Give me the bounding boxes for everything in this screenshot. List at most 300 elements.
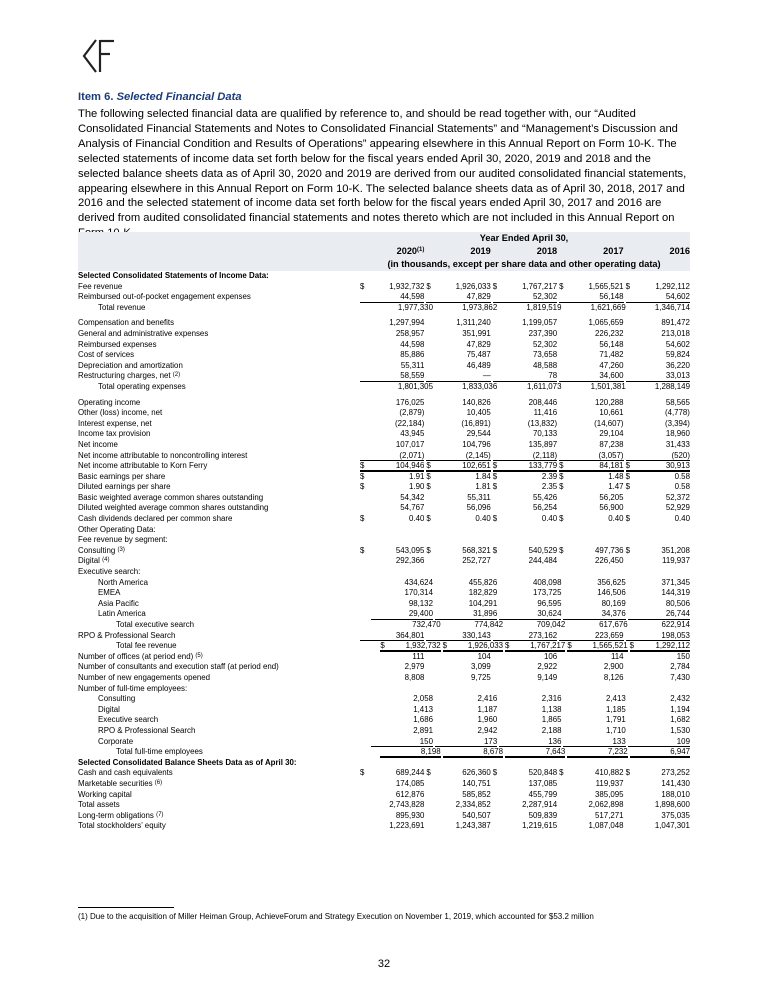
value-cell-2019: 47,829 — [466, 339, 491, 349]
value-cell-2017: 1,710 — [605, 725, 626, 735]
value-cell-2017: 114 — [610, 651, 624, 661]
value-cell-2018: 106 — [544, 651, 558, 661]
value-cell-2016: 2,784 — [670, 662, 690, 672]
table-row — [78, 340, 690, 351]
row-label: Net income attributable to noncontrolling interest — [78, 450, 248, 460]
value-cell-2016: 54,602 — [665, 339, 690, 349]
value-cell-2017: 2,062,898 — [588, 800, 624, 810]
table-row — [78, 482, 690, 493]
table-row — [78, 371, 690, 382]
value-cell-2016: 58,565 — [665, 397, 690, 407]
table-row — [78, 451, 690, 462]
row-label: Total revenue — [98, 302, 146, 312]
table-row — [78, 329, 690, 340]
value-cell-2018: (13,832) — [527, 418, 558, 428]
value-cell-2020: 258,957 — [395, 328, 425, 338]
row-label: Consulting $^{(3)}$ — [78, 545, 125, 555]
table-row — [78, 461, 690, 472]
row-label: Fee revenue — [78, 281, 123, 291]
row-label: Operating income — [78, 397, 141, 407]
value-cell-2020: 8,198 — [378, 747, 440, 758]
value-cell-2018: 9,149 — [537, 672, 558, 682]
table-row — [78, 684, 690, 695]
value-cell-2019: 47,829 — [424, 292, 490, 303]
row-label: Basic earnings per share — [78, 471, 166, 481]
value-cell-2018: 455,799 — [528, 789, 558, 799]
value-cell-2020: 364,801 — [358, 631, 424, 642]
row-label: Marketable securities $^{(6)}$ — [78, 778, 163, 788]
value-cell-2017: (14,607) — [594, 418, 624, 428]
value-cell-2017: $ 1.47 — [559, 482, 624, 492]
value-cell-2020: 895,930 — [395, 810, 425, 820]
table-row — [78, 758, 690, 769]
value-cell-2016: 1,898,600 — [654, 800, 690, 810]
table-row — [78, 408, 690, 419]
value-cell-2018: 52,302 — [533, 339, 558, 349]
table-row — [78, 620, 690, 631]
value-cell-2017: $ 1,565,521 — [567, 641, 628, 651]
value-cell-2019: 55,311 — [467, 492, 491, 502]
value-cell-2019: $ 1.84 — [426, 471, 491, 481]
value-cell-2016: 1,194 — [670, 704, 690, 714]
row-label: Digital — [98, 704, 120, 714]
row-label: Number of full-time employees: — [78, 683, 188, 693]
value-cell-2018: $ 2.39 — [492, 471, 558, 481]
value-cell-2020: 1,977,330 — [397, 302, 433, 312]
value-cell-2017: 385,095 — [595, 789, 624, 799]
value-cell-2020: $ 104,946 — [360, 461, 425, 471]
value-cell-2018: 136 — [497, 737, 561, 748]
value-cell-2016: $ 1,292,112 — [629, 641, 690, 651]
table-row — [78, 747, 690, 758]
value-cell-2020: $ 1.91 — [360, 471, 425, 481]
row-label: Basic weighted average common shares outstanding — [78, 492, 264, 502]
value-cell-2018: 1,611,073 — [526, 381, 562, 391]
footnote-1: (1) Due to the acquisition of Miller Heiman Group, AchieveForum and Strategy Execution on November 1, 2019, which accounted for $53.2 million — [78, 912, 594, 921]
value-cell-2016: $ 0.58 — [625, 482, 690, 492]
value-cell-2018: 52,302 — [491, 292, 557, 303]
page-number: 32 — [377, 958, 391, 970]
value-cell-2019: 351,991 — [462, 328, 491, 338]
value-cell-2018: 56,254 — [533, 503, 558, 513]
value-cell-2017: 87,238 — [599, 439, 624, 449]
value-cell-2020: $ 1,932,732 — [380, 641, 441, 651]
value-cell-2017: 2,413 — [605, 694, 626, 704]
value-cell-2016: 213,018 — [661, 328, 690, 338]
row-label: Cost of services — [78, 350, 135, 360]
row-label: Selected Consolidated Balance Sheets Data as of April 30: — [78, 757, 297, 767]
year-2020: 2020$^{(1)}$ — [396, 246, 425, 256]
row-label: Reimbursed out-of-pocket engagement expenses — [78, 292, 251, 302]
table-row — [78, 440, 690, 451]
row-label: Cash and cash equivalents — [78, 768, 173, 778]
value-cell-2019: 10,405 — [466, 408, 491, 418]
value-cell-2020: $ 1,932,732 — [360, 281, 425, 291]
value-cell-2016: 375,035 — [661, 810, 690, 820]
row-label: North America — [98, 577, 148, 587]
value-cell-2016: 891,472 — [661, 318, 690, 328]
value-cell-2018: $ 540,529 — [492, 545, 558, 555]
value-cell-2019: 540,507 — [462, 810, 491, 820]
value-cell-2019: 104,796 — [462, 439, 491, 449]
row-label: Working capital — [78, 789, 132, 799]
value-cell-2017: 10,661 — [599, 408, 624, 418]
row-label: Total full-time employees — [116, 747, 203, 757]
value-cell-2020: $ 0.40 — [360, 514, 425, 524]
value-cell-2018: 78 — [491, 371, 557, 382]
row-label: Interest expense, net — [78, 418, 152, 428]
value-cell-2019: 9,725 — [471, 672, 491, 682]
value-cell-2016: 2,432 — [670, 694, 690, 704]
table-row — [78, 318, 690, 329]
value-cell-2018: $ 1,767,217 — [505, 641, 566, 651]
value-cell-2019: — — [424, 371, 490, 382]
value-cell-2020: 1,686 — [413, 715, 433, 725]
value-cell-2019: 104 — [477, 651, 491, 661]
table-row — [78, 271, 690, 282]
value-cell-2020: 85,886 — [400, 350, 425, 360]
value-cell-2020: $ 1.90 — [360, 482, 425, 492]
value-cell-2017: 1,185 — [605, 704, 626, 714]
value-cell-2019: 56,096 — [466, 503, 491, 513]
value-cell-2020: 54,767 — [400, 503, 425, 513]
value-cell-2019: 1,833,036 — [462, 381, 498, 391]
value-cell-2017: 56,148 — [557, 292, 623, 303]
value-cell-2016: 31,433 — [665, 439, 690, 449]
value-cell-2017: 617,676 — [599, 620, 628, 629]
table-row — [78, 811, 690, 822]
value-cell-2016: 52,372 — [665, 492, 690, 502]
value-cell-2019: 75,487 — [466, 350, 491, 360]
value-cell-2017: 34,600 — [557, 371, 623, 382]
value-cell-2019: 31,896 — [433, 609, 497, 620]
row-label: Net income attributable to Korn Ferry — [78, 461, 208, 471]
value-cell-2019: 3,099 — [471, 662, 491, 672]
year-2019: 2019 — [470, 246, 491, 256]
value-cell-2016: 33,013 — [624, 371, 690, 382]
table-row — [78, 525, 690, 536]
value-cell-2020: 55,311 — [400, 360, 425, 370]
value-cell-2020: 44,598 — [358, 292, 424, 303]
value-cell-2016: $ 30,913 — [625, 461, 690, 471]
value-cell-2020: 150 — [369, 737, 433, 748]
table-row — [78, 641, 690, 652]
value-cell-2017: $ 1,565,521 — [559, 281, 624, 291]
value-cell-2016: 141,430 — [661, 778, 690, 788]
value-cell-2018: 30,624 — [497, 609, 561, 620]
row-label: EMEA — [98, 588, 121, 598]
value-cell-2020: (2,071) — [358, 451, 424, 462]
value-cell-2018: 55,426 — [533, 492, 558, 502]
value-cell-2019: (2,145) — [424, 451, 490, 462]
value-cell-2020: 1,297,994 — [389, 318, 425, 328]
value-cell-2017: 47,260 — [599, 360, 624, 370]
value-cell-2020: $ 689,244 — [360, 768, 425, 778]
value-cell-2019: 455,826 — [468, 577, 498, 587]
value-cell-2019: $ 626,360 — [426, 768, 491, 778]
table-row — [78, 303, 690, 314]
value-cell-2017: 226,232 — [595, 328, 624, 338]
value-cell-2017: (3,057) — [557, 451, 623, 462]
table-row — [78, 429, 690, 440]
value-cell-2020: 2,743,828 — [389, 800, 425, 810]
value-cell-2019: 104,291 — [468, 598, 498, 608]
row-label: RPO & Professional Search — [98, 725, 196, 735]
value-cell-2017: 1,621,669 — [590, 302, 626, 312]
table-row — [78, 790, 690, 801]
value-cell-2018: 709,042 — [536, 620, 566, 629]
value-cell-2017: 56,148 — [599, 339, 624, 349]
value-cell-2018: (2,118) — [491, 451, 557, 462]
value-cell-2019: $ 102,651 — [426, 461, 491, 471]
table-row — [78, 282, 690, 293]
row-label: Total assets — [78, 800, 120, 810]
value-cell-2018: $ 2.35 — [492, 482, 558, 492]
row-label: Corporate — [98, 736, 134, 746]
value-cell-2017: 119,937 — [595, 778, 624, 788]
row-label: Cash dividends declared per common share — [78, 514, 233, 524]
value-cell-2018: $ 133,779 — [492, 461, 558, 471]
value-cell-2020: 98,132 — [408, 598, 433, 608]
table-row — [78, 588, 690, 599]
value-cell-2017: $ 497,736 — [559, 545, 624, 555]
value-cell-2017: 1,087,048 — [588, 821, 624, 831]
value-cell-2017: 223,659 — [557, 631, 623, 642]
value-cell-2017: 356,625 — [597, 577, 626, 587]
value-cell-2016: 1,530 — [670, 725, 690, 735]
value-cell-2018: 273,162 — [491, 631, 557, 642]
value-cell-2020: 612,876 — [395, 789, 425, 799]
value-cell-2020: 174,085 — [395, 778, 425, 788]
value-cell-2016: 119,937 — [662, 556, 690, 566]
value-cell-2017: 80,169 — [601, 598, 626, 608]
value-cell-2020: 434,624 — [404, 577, 433, 587]
value-cell-2017: 56,205 — [599, 492, 624, 502]
table-row — [78, 726, 690, 737]
table-row — [78, 768, 690, 779]
table-row — [78, 556, 690, 567]
row-label: Other (loss) income, net — [78, 408, 163, 418]
value-cell-2016: 188,010 — [661, 789, 690, 799]
row-label: Asia Pacific — [98, 598, 139, 608]
row-label: Selected Consolidated Statements of Income Data: — [78, 271, 269, 280]
value-cell-2020: 1,801,305 — [397, 381, 433, 391]
value-cell-2016: 80,506 — [665, 598, 690, 608]
value-cell-2018: 1,138 — [541, 704, 562, 714]
selected-financial-data-table — [78, 232, 690, 832]
table-row — [78, 398, 690, 409]
value-cell-2016: (520) — [624, 451, 690, 462]
value-cell-2018: 70,133 — [533, 429, 558, 439]
value-cell-2018: $ 520,848 — [492, 768, 558, 778]
table-header-band — [78, 232, 690, 271]
table-row — [78, 493, 690, 504]
value-cell-2017: 133 — [561, 737, 625, 748]
value-cell-2018: 1,865 — [541, 715, 562, 725]
value-cell-2019: 1,311,240 — [456, 318, 491, 328]
value-cell-2016: 144,319 — [661, 588, 690, 598]
value-cell-2019: 29,544 — [466, 429, 491, 439]
section-heading — [78, 91, 242, 103]
value-cell-2018: 2,188 — [541, 725, 562, 735]
table-row — [78, 694, 690, 705]
value-cell-2017: 1,501,381 — [590, 381, 626, 391]
row-label: Reimbursed expenses — [78, 339, 157, 349]
table-body — [78, 271, 690, 832]
value-cell-2016: 1,047,301 — [654, 821, 690, 831]
value-cell-2016: 52,929 — [665, 503, 690, 513]
value-cell-2020: 292,366 — [395, 556, 425, 566]
table-row — [78, 472, 690, 483]
year-2018: 2018 — [536, 246, 558, 256]
value-cell-2018: 237,390 — [528, 328, 558, 338]
row-label: Long-term obligations $^{(7)}$ — [78, 810, 164, 820]
row-label: Net income — [78, 439, 118, 449]
value-cell-2018: 1,219,615 — [522, 821, 558, 831]
value-cell-2018: 208,446 — [528, 397, 558, 407]
table-row — [78, 609, 690, 620]
row-label: Number of consultants and execution staff (at period end) — [78, 662, 279, 672]
row-label: Other Operating Data: — [78, 524, 156, 534]
value-cell-2017: 71,482 — [599, 350, 624, 360]
value-cell-2019: $ 568,321 — [426, 545, 491, 555]
value-cell-2020: 54,342 — [400, 492, 425, 502]
value-cell-2017: 1,065,659 — [588, 318, 624, 328]
row-label: Latin America — [98, 609, 146, 619]
table-row — [78, 631, 690, 642]
value-cell-2016: 36,220 — [665, 360, 690, 370]
value-cell-2016: $ 0.40 — [625, 514, 690, 524]
value-cell-2018: 48,588 — [533, 360, 558, 370]
value-cell-2017: $ 1.48 — [559, 471, 624, 481]
table-row — [78, 715, 690, 726]
period-title: Year Ended April 30, — [479, 233, 569, 243]
value-cell-2016: 59,824 — [665, 350, 690, 360]
table-row — [78, 419, 690, 430]
value-cell-2016: $ 273,252 — [625, 768, 690, 778]
table-row — [78, 292, 690, 303]
table-row — [78, 350, 690, 361]
table-row — [78, 800, 690, 811]
year-2017: 2017 — [603, 246, 624, 256]
value-cell-2020: 111 — [412, 651, 425, 661]
row-label: Total operating expenses — [98, 381, 186, 391]
value-cell-2020: 43,945 — [400, 429, 425, 439]
value-cell-2019: 140,826 — [462, 397, 491, 407]
table-row — [78, 705, 690, 716]
value-cell-2017: 8,126 — [603, 672, 624, 682]
value-cell-2020: 107,017 — [395, 439, 425, 449]
value-cell-2018: 1,199,057 — [522, 318, 558, 328]
value-cell-2020: 2,058 — [413, 694, 433, 704]
item-title: Selected Financial Data — [116, 91, 242, 103]
value-cell-2016: 150 — [676, 651, 690, 661]
value-cell-2018: 2,922 — [537, 662, 558, 672]
value-cell-2019: 2,334,852 — [455, 800, 491, 810]
value-cell-2017: 146,506 — [597, 588, 626, 598]
value-cell-2016: 1,682 — [670, 715, 690, 725]
row-label: Depreciation and amortization — [78, 360, 183, 370]
value-cell-2019: $ 1,926,033 — [442, 641, 503, 651]
value-cell-2020: 44,598 — [400, 339, 425, 349]
value-cell-2020: 1,413 — [413, 704, 433, 714]
value-cell-2019: 2,416 — [477, 694, 498, 704]
row-label: Total fee revenue — [116, 641, 177, 651]
value-cell-2020: 170,314 — [404, 588, 433, 598]
row-label: Diluted weighted average common shares outstanding — [78, 503, 269, 513]
value-cell-2016: 18,960 — [665, 429, 690, 439]
value-cell-2017: 226,450 — [595, 556, 624, 566]
table-row — [78, 514, 690, 525]
row-label: Diluted earnings per share — [78, 482, 171, 492]
value-cell-2017: 1,791 — [605, 715, 626, 725]
value-cell-2019: 46,489 — [466, 360, 491, 370]
row-label: Number of new engagements opened — [78, 672, 211, 682]
year-2016: 2016 — [669, 246, 690, 256]
value-cell-2016: 371,345 — [661, 577, 690, 587]
table-row — [78, 535, 690, 546]
value-cell-2019: 1,243,387 — [455, 821, 491, 831]
value-cell-2016: 622,914 — [661, 620, 690, 629]
value-cell-2017: 120,288 — [595, 397, 624, 407]
value-cell-2016: 26,744 — [626, 609, 690, 620]
value-cell-2020: (22,184) — [395, 418, 425, 428]
value-cell-2018: 509,839 — [528, 810, 558, 820]
value-cell-2019: 173 — [433, 737, 497, 748]
value-cell-2016: 54,602 — [624, 292, 690, 303]
row-label: Restructuring charges, net $^{(2)}$ — [78, 371, 181, 381]
value-cell-2018: 1,819,519 — [526, 302, 562, 312]
value-cell-2017: $ 410,882 — [559, 768, 624, 778]
table-row — [78, 382, 690, 393]
value-cell-2016: 1,346,714 — [654, 302, 690, 312]
table-row — [78, 546, 690, 557]
korn-ferry-logo-icon — [78, 36, 118, 76]
value-cell-2020: 732,470 — [412, 620, 441, 629]
value-cell-2020: 29,400 — [369, 609, 433, 620]
table-row — [78, 361, 690, 372]
value-cell-2018: $ 0.40 — [492, 514, 558, 524]
value-cell-2020: 2,979 — [404, 662, 425, 672]
value-cell-2019: 1,187 — [477, 704, 498, 714]
value-cell-2016: $ 1,292,112 — [625, 281, 690, 291]
intro-paragraph: The following selected financial data are qualified by reference to, and should be read together with, our “Audited Consolidated Financial Statements and Notes to Consolidated Financial Statements” and “Management’s Discussion and Analysis of Financial Condition and Results of Operations” appearing elsewhere in this Annual Report on Form 10-K. The selected statements of income data set forth below for the fiscal years ended April 30, 2020, 2019 and 2018 and the selected balance sheets data as of April 30, 2020 and 2019 are derived from our audited consolidated financial statements, appearing elsewhere in this Annual Report on Form 10-K. The selected balance sheets data as of April 30, 2018, 2017 and 2016 and the selected statement of income data set forth below for the fiscal years ended April 30, 2017 and 2016 are derived from audited consolidated financial statements and notes thereto which are not included in this Annual Report on — [78, 108, 687, 225]
value-cell-2020: (2,879) — [399, 408, 425, 418]
value-cell-2016: $ 351,208 — [625, 545, 690, 555]
value-cell-2018: $ 1,767,217 — [492, 281, 558, 291]
value-cell-2020: 8,808 — [404, 672, 425, 682]
row-label: Fee revenue by segment: — [78, 535, 168, 545]
row-label: Compensation and benefits — [78, 318, 175, 328]
table-row — [78, 567, 690, 578]
value-cell-2019: $ 1,926,033 — [426, 281, 491, 291]
value-cell-2016: (3,394) — [664, 418, 690, 428]
row-label: Total stockholders’ equity — [78, 821, 166, 831]
table-row — [78, 821, 690, 832]
value-cell-2019: 252,727 — [462, 556, 491, 566]
value-cell-2019: $ 1.81 — [426, 482, 491, 492]
value-cell-2018: 244,484 — [528, 556, 558, 566]
value-cell-2018: 137,085 — [528, 778, 558, 788]
value-cell-2019: 182,829 — [468, 588, 498, 598]
row-label: Number of offices (at period end) $^{(5)}$ — [78, 651, 203, 661]
value-cell-2020: 176,025 — [395, 397, 425, 407]
value-cell-2020: 1,223,691 — [389, 821, 425, 831]
value-cell-2017: 7,232 — [565, 747, 627, 758]
value-cell-2019: $ 0.40 — [426, 514, 491, 524]
value-cell-2019: 585,852 — [462, 789, 491, 799]
value-cell-2019: 330,143 — [424, 631, 490, 642]
